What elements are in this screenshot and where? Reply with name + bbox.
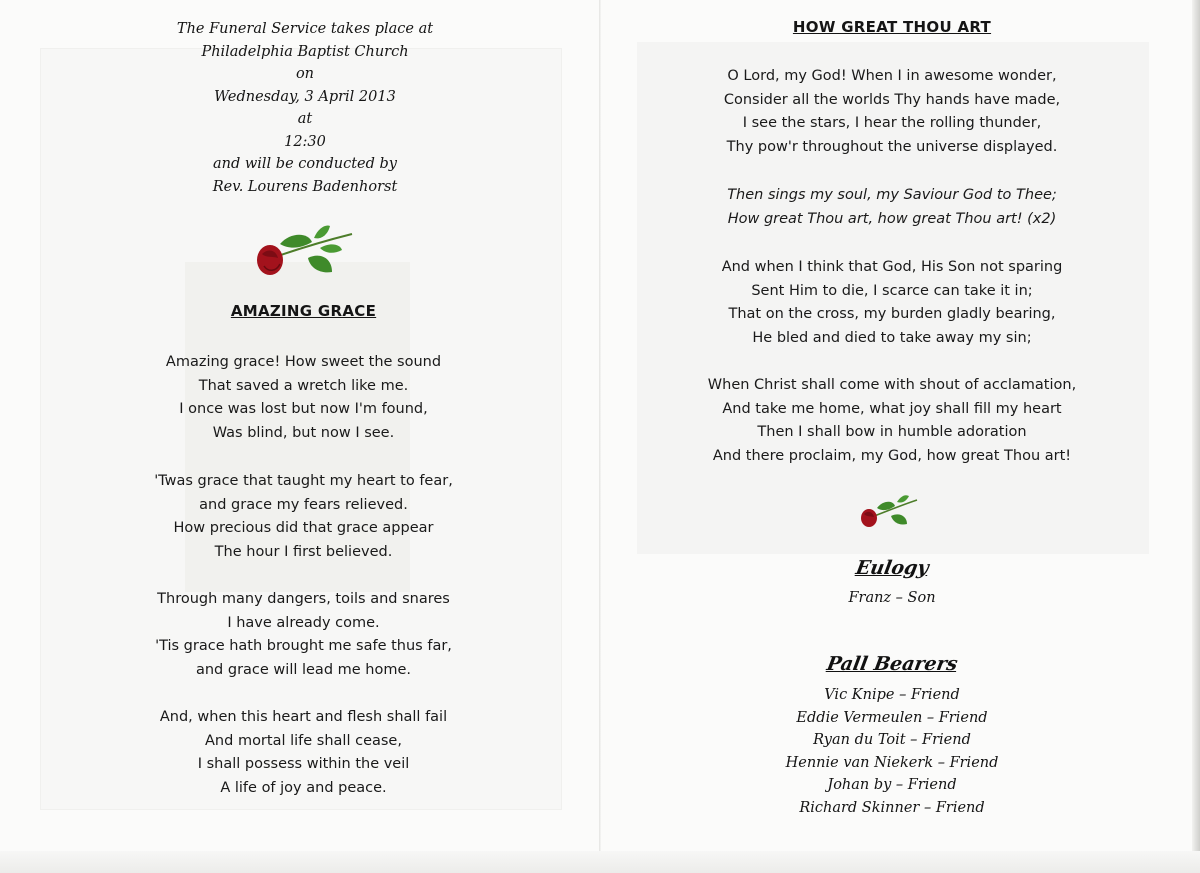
lyric-line: Then sings my soul, my Saviour God to Thee; [727, 187, 1057, 203]
intro-line: at [297, 111, 313, 127]
verse-2 [600, 256, 1184, 350]
lyric-line: and grace my fears relieved. [199, 496, 408, 513]
stanza-4 [0, 706, 607, 800]
lyric-line: And when I think that God, His Son not sparing [721, 259, 1063, 275]
lyric-line: That on the cross, my burden gladly bearing, [728, 306, 1056, 322]
lyric-line: 'Tis grace hath brought me safe thus far, [155, 638, 452, 654]
lyric-line: Then I shall bow in humble adoration [757, 424, 1027, 440]
stanza-3 [0, 588, 607, 682]
lyric-line: The hour I first believed. [214, 543, 393, 560]
how-great-thou-art-title: HOW GREAT THOU ART [792, 18, 992, 36]
lyric-line: and grace will lead me home. [195, 661, 411, 678]
verse-3 [600, 374, 1184, 468]
intro-line: Philadelphia Baptist Church [201, 43, 409, 60]
rose-icon [857, 490, 921, 530]
verse-1 [600, 65, 1184, 159]
chorus [600, 184, 1184, 231]
lyric-line: Thy pow'r throughout the universe displayed. [726, 138, 1058, 155]
lyric-line: That saved a wretch like me. [198, 377, 409, 394]
lyric-line: 'Twas grace that taught my heart to fear, [154, 473, 453, 489]
lyric-line: Sent Him to die, I scarce can take it in; [751, 282, 1033, 299]
lyric-line: Was blind, but now I see. [212, 424, 395, 441]
lyric-line: How precious did that grace appear [173, 520, 434, 536]
lyric-line: I shall possess within the veil [197, 756, 410, 772]
lyric-line: O Lord, my God! When I in awesome wonder, [727, 68, 1057, 84]
lyric-line: And, when this heart and flesh shall fail [159, 709, 448, 725]
pall-bearer: Richard Skinner – Friend [799, 799, 985, 816]
amazing-grace-title: AMAZING GRACE [230, 302, 377, 320]
lyric-line: And there proclaim, my God, how great Thou art! [712, 447, 1072, 464]
lyric-line: How great Thou art, how great Thou art! (x2) [727, 210, 1057, 227]
intro-line: Wednesday, 3 April 2013 [214, 88, 396, 105]
lyric-line: I see the stars, I hear the rolling thunder, [742, 115, 1042, 131]
intro-line: Rev. Lourens Badenhorst [212, 178, 398, 195]
rose-icon [250, 218, 360, 280]
pall-bearers-heading: Pall Bearers [824, 653, 960, 675]
pall-bearers-list [600, 684, 1184, 819]
page-bottom-edge [0, 851, 1200, 873]
lyric-line: Amazing grace! How sweet the sound [165, 354, 442, 370]
service-details [0, 18, 610, 198]
intro-line: The Funeral Service takes place at [176, 21, 434, 37]
lyric-line: A life of joy and peace. [220, 779, 387, 796]
pall-bearer: Vic Knipe – Friend [824, 687, 960, 703]
pall-bearer: Hennie van Niekerk – Friend [785, 754, 999, 771]
lyric-line: I have already come. [227, 614, 380, 631]
lyric-line: And take me home, what joy shall fill my heart [722, 400, 1062, 417]
intro-line: on [295, 66, 315, 82]
lyric-line: Consider all the worlds Thy hands have made, [723, 91, 1061, 108]
lyric-line: Through many dangers, toils and snares [157, 591, 450, 607]
stanza-2 [0, 470, 607, 564]
intro-line: and will be conducted by [213, 156, 397, 172]
lyric-line: And mortal life shall cease, [205, 732, 402, 749]
pall-bearer: Eddie Vermeulen – Friend [796, 709, 988, 726]
intro-line: 12:30 [284, 133, 326, 150]
lyric-line: When Christ shall come with shout of acclamation, [707, 377, 1077, 393]
lyric-line: I once was lost but now I'm found, [179, 401, 428, 417]
eulogy-heading: Eulogy [853, 557, 931, 579]
pall-bearer: Johan by – Friend [827, 777, 957, 793]
stanza-1 [0, 351, 607, 445]
lyric-line: He bled and died to take away my sin; [752, 329, 1032, 346]
pall-bearer: Ryan du Toit – Friend [813, 732, 971, 748]
eulogy-speaker: Franz – Son [848, 590, 936, 606]
page-edge-shadow [1192, 0, 1200, 873]
